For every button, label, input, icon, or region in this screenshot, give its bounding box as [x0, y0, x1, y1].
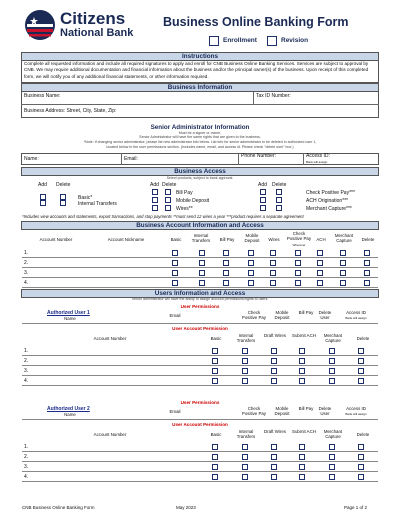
user-acct-permission-checkbox[interactable] — [299, 348, 305, 354]
access-delete-label-2: Delete — [162, 182, 177, 188]
user-perm-col-label: Bill Pay — [298, 310, 314, 315]
transfers-add-checkbox[interactable] — [40, 200, 46, 206]
admin-note-4: located below in the user permissions section. (Includes name, email, and access id. Please check "delete user" box.) — [106, 145, 294, 149]
user-acct-col-label: Internal Transfers — [236, 333, 256, 343]
user-acct-permission-checkbox[interactable] — [329, 368, 335, 374]
user-acct-permission-checkbox[interactable] — [329, 474, 335, 480]
bank-name — [60, 10, 133, 39]
user-acct-permission-checkbox[interactable] — [358, 378, 364, 384]
user-acct-col-label: Account Number — [93, 336, 127, 341]
col-merchant-capture: Merchant Capture — [334, 233, 354, 243]
user-acct-permission-checkbox[interactable] — [242, 474, 248, 480]
account-permission-checkbox[interactable] — [295, 250, 301, 256]
user-acct-col-label: Merchant Capture — [323, 429, 343, 439]
account-permission-checkbox[interactable] — [364, 260, 370, 266]
user-acct-col-label: Delete — [356, 336, 370, 341]
user-acct-permission-checkbox[interactable] — [242, 378, 248, 384]
account-permission-checkbox[interactable] — [364, 280, 370, 286]
account-permission-checkbox[interactable] — [317, 280, 323, 286]
access-add-label-2: Add — [150, 182, 159, 188]
account-permission-checkbox[interactable] — [317, 270, 323, 276]
user-perm-col-label: Delete User — [318, 310, 332, 320]
user-acct-col-label: Draft Wires — [264, 333, 286, 338]
instructions-header: Instructions — [21, 52, 379, 61]
user-perm-col-label: Bill Pay — [298, 406, 314, 411]
user-acct-row-number: 2. — [24, 358, 29, 364]
account-permission-checkbox[interactable] — [199, 280, 205, 286]
user-name-label: Name — [64, 412, 76, 417]
user-acct-col-label: Draft Wires — [264, 429, 286, 434]
account-permission-checkbox[interactable] — [199, 250, 205, 256]
user-acct-permission-checkbox[interactable] — [271, 358, 277, 364]
col-mobile-deposit: Mobile Deposit — [244, 233, 260, 243]
account-permission-checkbox[interactable] — [317, 260, 323, 266]
bank-logo — [24, 9, 56, 41]
authorized-user-label: Authorized User 1 — [47, 310, 90, 316]
user-name-label: Name — [64, 316, 76, 321]
user-acct-permission-checkbox[interactable] — [242, 454, 248, 460]
access-cpp-label: Check Positive Pay*** — [306, 190, 355, 196]
user-acct-permission-checkbox[interactable] — [358, 358, 364, 364]
admin-email-field[interactable]: Email: — [124, 156, 138, 162]
account-permission-checkbox[interactable] — [340, 260, 346, 266]
user-acct-col-label: Submit ACH — [292, 333, 316, 338]
user-acct-permission-checkbox[interactable] — [212, 474, 218, 480]
instructions-text: Complete all requested information and include all required signatures to apply and enroll for CNB Business Online Banking Services. Services are subject to approval by CNB. We may require additional documentation and financial information about the business and/or the principal owner(s) of the business. Upon receipt of this completed form, we will notify you of any additional financial statements, or other information required. — [21, 61, 379, 83]
user-acct-permission-checkbox[interactable] — [212, 368, 218, 374]
user-acct-row-number: 3. — [24, 368, 29, 374]
admin-note-2: Senior Administrator will have the same rights that are given to the business. — [139, 135, 261, 139]
user-acct-permission-checkbox[interactable] — [358, 348, 364, 354]
business-access-subtitle: Select products, subject to bank approval. — [166, 176, 234, 180]
user-acct-row-line — [22, 481, 378, 482]
access-wires-label: Wires** — [176, 206, 193, 212]
bank-name-line1: Citizens — [60, 9, 126, 28]
user-acct-permission-checkbox[interactable] — [212, 464, 218, 470]
user-acct-row-number: 3. — [24, 464, 29, 470]
access-transfers-label: Internal Transfers — [78, 201, 117, 207]
account-permission-checkbox[interactable] — [317, 250, 323, 256]
user-acct-permission-checkbox[interactable] — [271, 348, 277, 354]
access-basic-label: Basic* — [78, 195, 93, 201]
ach-add-checkbox[interactable] — [260, 197, 266, 203]
user-acct-permission-checkbox[interactable] — [271, 474, 277, 480]
col-bill-pay: Bill Pay — [219, 237, 235, 242]
user-acct-permission-checkbox[interactable] — [358, 444, 364, 450]
account-permission-checkbox[interactable] — [270, 250, 276, 256]
user-acct-permission-checkbox[interactable] — [299, 368, 305, 374]
account-permission-checkbox[interactable] — [248, 250, 254, 256]
account-permission-checkbox[interactable] — [270, 280, 276, 286]
transfers-delete-checkbox[interactable] — [60, 200, 66, 206]
col-check-positive-pay: Check Positive Pay — [286, 231, 312, 241]
access-merchant-label: Merchant Capture*** — [306, 206, 352, 212]
admin-phone-field[interactable]: Phone Number: — [241, 153, 277, 159]
user-acct-permission-checkbox[interactable] — [329, 464, 335, 470]
account-row-number: 4. — [24, 280, 29, 286]
user-acct-col-label: Basic — [210, 432, 222, 437]
user-acct-permission-checkbox[interactable] — [242, 348, 248, 354]
account-permission-checkbox[interactable] — [340, 250, 346, 256]
user-acct-permission-checkbox[interactable] — [212, 378, 218, 384]
business-name-field[interactable]: Business Name: — [24, 93, 61, 99]
footer-page: Page 1 of 2 — [344, 505, 368, 510]
enrollment-label: Enrollment — [223, 37, 257, 44]
cpp-add-checkbox[interactable] — [260, 189, 266, 195]
account-permission-checkbox[interactable] — [248, 260, 254, 266]
user-acct-col-label: Delete — [356, 432, 370, 437]
ach-delete-checkbox[interactable] — [276, 197, 282, 203]
access-delete-label-3: Delete — [272, 182, 287, 188]
user-acct-row-line — [22, 461, 378, 462]
user-perm-col-label: Delete User — [318, 406, 332, 416]
user-perm-col-label: Mobile Deposit — [274, 310, 290, 320]
user-acct-permission-checkbox[interactable] — [242, 358, 248, 364]
user-acct-permission-checkbox[interactable] — [358, 474, 364, 480]
mobile-add-checkbox[interactable] — [152, 197, 158, 203]
account-permission-checkbox[interactable] — [172, 280, 178, 286]
access-mobile-label: Mobile Deposit — [176, 198, 210, 204]
account-row-number: 2. — [24, 260, 29, 266]
user-account-permission-label: User Account Permission — [172, 326, 228, 331]
user-acct-permission-checkbox[interactable] — [271, 378, 277, 384]
business-access-header: Business Access — [21, 167, 379, 176]
user-perm-col-label: Mobile Deposit — [274, 406, 290, 416]
account-info-header: Business Account Information and Access — [21, 221, 379, 230]
user-perm-col-label: Check Positive Pay — [241, 406, 267, 416]
revision-label: Revision — [281, 37, 309, 44]
user-info-line — [22, 323, 378, 324]
user-account-permission-label: User Account Permission — [172, 422, 228, 427]
tax-id-field[interactable]: Tax ID Number: — [256, 93, 291, 99]
account-permission-checkbox[interactable] — [248, 270, 254, 276]
user-permissions-label: User Permissions — [180, 304, 220, 309]
user-acct-permission-checkbox[interactable] — [242, 368, 248, 374]
user-acct-permission-checkbox[interactable] — [329, 454, 335, 460]
access-add-label: Add — [38, 182, 47, 188]
business-access-footnote: *Includes view accounts and statements, export transactions, and stop payments **must send 12 wires a year ***product requires a separate agreement — [22, 214, 304, 219]
user-acct-row-line — [22, 385, 378, 386]
col-account-number: Account Number — [39, 237, 73, 242]
user-acct-permission-checkbox[interactable] — [329, 378, 335, 384]
col-wires: Wires — [268, 237, 280, 242]
user-acct-permission-checkbox[interactable] — [212, 358, 218, 364]
user-acct-permission-checkbox[interactable] — [299, 454, 305, 460]
account-permission-checkbox[interactable] — [223, 260, 229, 266]
account-permission-checkbox[interactable] — [340, 270, 346, 276]
users-subtitle: Senior administrator will have the ability to assign account permissions/rights to users. — [131, 297, 269, 301]
admin-name-field[interactable]: Name: — [24, 156, 39, 162]
users-header: Users Information and Access — [21, 289, 379, 298]
account-row-line — [22, 267, 378, 268]
admin-access-id-field: Access ID: — [306, 153, 330, 159]
admin-note-1: Must be a signer or owner. — [178, 131, 222, 135]
user-info-line — [22, 419, 378, 420]
admin-note-3: *Note: If changing senior administrator, please list new administrator info below. List info for senior administrator to be deleted in authorized user 1, — [83, 140, 317, 144]
bank-name-line2: National Bank — [60, 27, 134, 39]
col-check-sub: Wherever — [292, 243, 306, 247]
user-email-label: Email — [169, 313, 181, 318]
account-row-number: 1. — [24, 250, 29, 256]
user-acct-permission-checkbox[interactable] — [271, 444, 277, 450]
user-acct-permission-checkbox[interactable] — [212, 454, 218, 460]
user-acct-permission-checkbox[interactable] — [299, 358, 305, 364]
user-acct-permission-checkbox[interactable] — [329, 348, 335, 354]
account-row-line — [22, 277, 378, 278]
user-acct-permission-checkbox[interactable] — [299, 464, 305, 470]
business-info-box — [21, 92, 379, 118]
col-basic: Basic — [170, 237, 182, 242]
account-permission-checkbox[interactable] — [295, 260, 301, 266]
user-acct-col-label: Submit ACH — [292, 429, 316, 434]
user-acct-permission-checkbox[interactable] — [271, 368, 277, 374]
footer-form-name: CNB Business Online Banking Form — [22, 505, 95, 510]
user-acct-row-number: 1. — [24, 348, 29, 354]
business-address-field[interactable]: Business Address: Street, City, State, Zip: — [24, 108, 117, 114]
account-permission-checkbox[interactable] — [223, 250, 229, 256]
account-permission-checkbox[interactable] — [172, 250, 178, 256]
logo-emblem-icon — [24, 9, 56, 41]
account-permission-checkbox[interactable] — [172, 260, 178, 266]
account-permission-checkbox[interactable] — [270, 270, 276, 276]
user-acct-row-line — [22, 375, 378, 376]
col-account-nickname: Account Nickname — [107, 237, 145, 242]
account-permission-checkbox[interactable] — [223, 280, 229, 286]
mobile-delete-checkbox[interactable] — [165, 197, 171, 203]
user-acct-permission-checkbox[interactable] — [329, 444, 335, 450]
user-access-id-label: Access ID — [346, 406, 366, 411]
wires-add-checkbox[interactable] — [152, 205, 158, 211]
account-permission-checkbox[interactable] — [295, 270, 301, 276]
account-permission-checkbox[interactable] — [340, 280, 346, 286]
user-acct-permission-checkbox[interactable] — [271, 454, 277, 460]
user-acct-row-line — [22, 365, 378, 366]
col-internal-transfers: Internal Transfers — [191, 233, 211, 243]
user-acct-permission-checkbox[interactable] — [299, 444, 305, 450]
user-acct-row-line — [22, 471, 378, 472]
enrollment-checkbox[interactable] — [209, 36, 219, 46]
col-ach: ACH — [316, 237, 326, 242]
user-acct-row-line — [22, 355, 378, 356]
user-acct-row-number: 2. — [24, 454, 29, 460]
user-acct-permission-checkbox[interactable] — [242, 464, 248, 470]
user-access-sub: Bank will assign — [345, 316, 367, 320]
user-acct-row-number: 4. — [24, 378, 29, 384]
access-billpay-label: Bill Pay — [176, 190, 193, 196]
user-access-id-label: Access ID — [346, 310, 366, 315]
access-ach-label: ACH Origination*** — [306, 198, 348, 204]
user-access-sub: Bank will assign — [345, 412, 367, 416]
account-permission-checkbox[interactable] — [199, 270, 205, 276]
account-permission-checkbox[interactable] — [295, 280, 301, 286]
wires-delete-checkbox[interactable] — [165, 205, 171, 211]
account-row-number: 3. — [24, 270, 29, 276]
access-add-label-3: Add — [258, 182, 267, 188]
user-acct-col-label: Internal Transfers — [236, 429, 256, 439]
admin-info-header: Senior Administrator Information — [150, 124, 250, 131]
user-acct-permission-checkbox[interactable] — [358, 368, 364, 374]
user-acct-col-label: Merchant Capture — [323, 333, 343, 343]
account-row-line — [22, 257, 378, 258]
admin-access-sub: Bank will assign — [306, 160, 328, 164]
user-acct-permission-checkbox[interactable] — [329, 358, 335, 364]
form-title: Business Online Banking Form — [163, 15, 349, 29]
access-delete-label: Delete — [56, 182, 71, 188]
user-acct-permission-checkbox[interactable] — [212, 348, 218, 354]
account-permission-checkbox[interactable] — [364, 270, 370, 276]
user-acct-col-label: Account Number — [93, 432, 127, 437]
user-acct-row-number: 4. — [24, 474, 29, 480]
account-permission-checkbox[interactable] — [172, 270, 178, 276]
user-acct-permission-checkbox[interactable] — [271, 464, 277, 470]
account-permission-checkbox[interactable] — [248, 280, 254, 286]
revision-checkbox[interactable] — [267, 36, 277, 46]
user-permissions-label: User Permissions — [180, 400, 220, 405]
account-permission-checkbox[interactable] — [199, 260, 205, 266]
user-perm-col-label: Check Positive Pay — [241, 310, 267, 320]
user-acct-permission-checkbox[interactable] — [242, 444, 248, 450]
col-delete: Delete — [361, 237, 375, 242]
account-permission-checkbox[interactable] — [223, 270, 229, 276]
user-acct-permission-checkbox[interactable] — [358, 454, 364, 460]
footer-date: May 2023 — [176, 505, 196, 510]
user-acct-row-number: 1. — [24, 444, 29, 450]
user-acct-permission-checkbox[interactable] — [299, 474, 305, 480]
account-permission-checkbox[interactable] — [270, 260, 276, 266]
user-acct-row-line — [22, 451, 378, 452]
user-acct-col-label: Basic — [210, 336, 222, 341]
user-acct-permission-checkbox[interactable] — [212, 444, 218, 450]
user-acct-permission-checkbox[interactable] — [299, 378, 305, 384]
merchant-add-checkbox[interactable] — [260, 205, 266, 211]
billpay-add-checkbox[interactable] — [152, 189, 158, 195]
business-info-header: Business Information — [21, 83, 379, 92]
cpp-delete-checkbox[interactable] — [276, 189, 282, 195]
authorized-user-label: Authorized User 2 — [47, 406, 90, 412]
user-acct-permission-checkbox[interactable] — [358, 464, 364, 470]
billpay-delete-checkbox[interactable] — [165, 189, 171, 195]
merchant-delete-checkbox[interactable] — [276, 205, 282, 211]
account-row-line — [22, 287, 378, 288]
account-permission-checkbox[interactable] — [364, 250, 370, 256]
user-email-label: Email — [169, 409, 181, 414]
